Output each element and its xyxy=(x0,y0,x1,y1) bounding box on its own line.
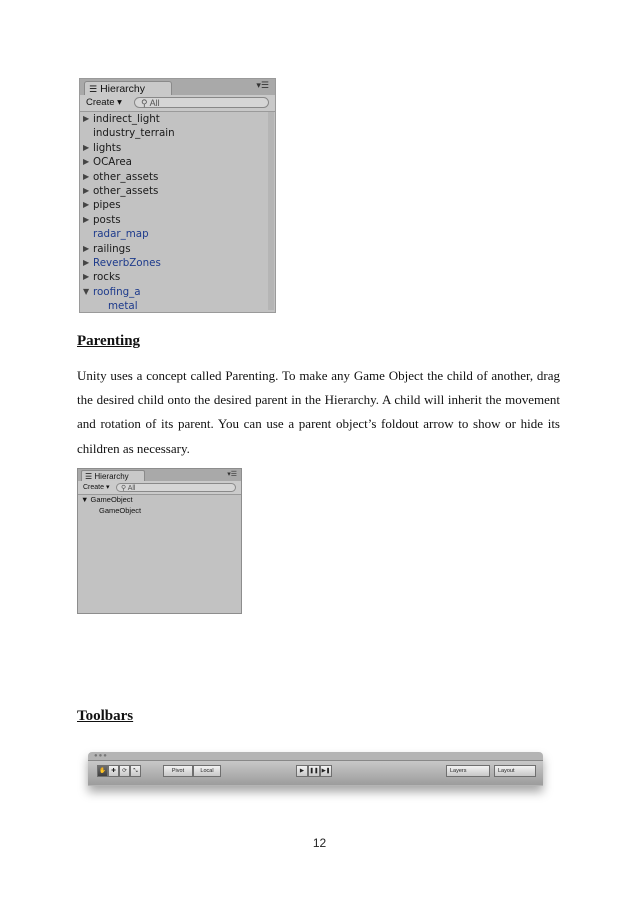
hierarchy-item[interactable] xyxy=(80,141,267,155)
foldout-arrow-icon[interactable]: ▶ xyxy=(83,114,90,123)
foldout-arrow-icon[interactable]: ▶ xyxy=(83,171,90,181)
hierarchy-item-label: GameObject xyxy=(90,495,133,504)
hierarchy-item-label: ReverbZones xyxy=(93,256,161,269)
local-label: Local xyxy=(200,768,214,774)
hierarchy-item-label: industry_terrain xyxy=(93,127,175,140)
hierarchy-item[interactable] xyxy=(80,126,267,140)
foldout-arrow-down-icon[interactable]: ▼ xyxy=(81,495,89,504)
hierarchy-item[interactable] xyxy=(80,213,267,227)
hierarchy-item-child[interactable] xyxy=(99,506,141,515)
hierarchy-list xyxy=(80,112,267,313)
pause-icon[interactable]: ❚❚ xyxy=(308,765,320,777)
play-icon[interactable]: ▶ xyxy=(296,765,308,777)
paragraph-line: the desired child onto the desired parent in the Hierarchy. A child will inherit the movement xyxy=(77,392,560,408)
hierarchy-item[interactable] xyxy=(80,170,267,184)
hierarchy-item[interactable] xyxy=(80,285,267,299)
hierarchy-item-label: indirect_light xyxy=(93,113,160,125)
layout-dropdown[interactable] xyxy=(494,765,536,777)
hierarchy-tab-title: Hierarchy xyxy=(100,83,146,95)
panel-menu-icon[interactable]: ▾☰ xyxy=(256,81,269,91)
local-button[interactable] xyxy=(193,765,221,777)
hierarchy-toolbar xyxy=(80,95,275,112)
hierarchy-item-label: metal xyxy=(108,300,138,313)
foldout-arrow-icon[interactable]: ▶ xyxy=(83,200,90,210)
foldout-arrow-icon[interactable]: ▶ xyxy=(83,272,90,282)
layers-dropdown[interactable] xyxy=(446,765,490,777)
parenting-paragraph xyxy=(77,364,560,461)
hierarchy-item-label: OCArea xyxy=(93,156,132,169)
hierarchy-panel-small xyxy=(77,468,242,614)
foldout-arrow-icon[interactable]: ▶ xyxy=(83,185,90,195)
create-dropdown[interactable]: Create ▾ xyxy=(86,97,122,108)
paragraph-line: children as necessary. xyxy=(77,440,190,456)
hierarchy-item[interactable] xyxy=(80,242,267,256)
hierarchy-tab-bar xyxy=(80,79,275,95)
hierarchy-item[interactable] xyxy=(80,299,267,313)
hierarchy-item-label: posts xyxy=(93,213,121,226)
search-placeholder: All xyxy=(127,485,136,492)
hierarchy-item-label: lights xyxy=(93,141,122,154)
pivot-button[interactable] xyxy=(163,765,193,777)
rotate-tool-icon[interactable]: ⟳ xyxy=(119,765,130,777)
scale-tool-icon[interactable]: ⤡ xyxy=(130,765,141,777)
hand-tool-icon[interactable]: ✋ xyxy=(97,765,108,777)
foldout-arrow-icon[interactable]: ▼ xyxy=(83,286,90,296)
foldout-arrow-icon[interactable]: ▶ xyxy=(83,214,90,224)
hierarchy-item-label: other_assets xyxy=(93,170,159,183)
hierarchy-item-label: railings xyxy=(93,242,131,255)
hierarchy-tab-title: Hierarchy xyxy=(94,472,129,481)
hierarchy-item[interactable] xyxy=(80,270,267,284)
paragraph-line: and rotation of its parent. You can use a parent object’s foldout arrow to show or hide its xyxy=(77,416,560,432)
toolbars-heading: Toolbars xyxy=(77,708,134,724)
hierarchy-item[interactable] xyxy=(80,256,267,270)
hierarchy-item[interactable] xyxy=(80,227,267,241)
hierarchy-item[interactable] xyxy=(80,184,267,198)
parenting-heading: Parenting xyxy=(77,333,141,349)
hierarchy-item[interactable] xyxy=(80,155,267,169)
hierarchy-item-label: radar_map xyxy=(93,228,149,241)
list-icon: ☰ xyxy=(85,472,95,481)
hierarchy-tab[interactable] xyxy=(84,81,172,96)
hierarchy-item-label: GameObject xyxy=(99,506,142,515)
hierarchy-item-label: rocks xyxy=(93,271,121,284)
hierarchy-item-parent[interactable] xyxy=(81,495,133,504)
step-icon[interactable]: ▶❚ xyxy=(320,765,332,777)
search-icon: ⚲ xyxy=(141,98,148,108)
pivot-label: Pivot xyxy=(171,768,185,774)
move-tool-icon[interactable]: ✚ xyxy=(108,765,119,777)
search-icon: ⚲ xyxy=(121,485,127,492)
foldout-arrow-icon[interactable]: ▶ xyxy=(83,243,90,253)
foldout-arrow-icon[interactable]: ▶ xyxy=(83,257,90,267)
search-placeholder: All xyxy=(149,98,160,108)
layout-label: Layout xyxy=(498,768,515,774)
hierarchy-toolbar xyxy=(78,481,241,495)
hierarchy-item-label: other_assets xyxy=(93,184,159,197)
hierarchy-item[interactable] xyxy=(80,112,267,126)
page-number: 12 xyxy=(312,836,327,850)
paragraph-line: Unity uses a concept called Parenting. To make any Game Object the child of another, drag xyxy=(77,368,560,383)
hierarchy-panel-large xyxy=(79,78,276,313)
search-field[interactable] xyxy=(116,483,236,492)
search-field[interactable] xyxy=(134,97,269,108)
hierarchy-item-label: roofing_a xyxy=(93,285,141,298)
hierarchy-item-label: pipes xyxy=(93,199,121,212)
scrollbar[interactable] xyxy=(268,112,274,310)
unity-toolbar xyxy=(88,752,543,802)
panel-menu-icon[interactable]: ▾☰ xyxy=(227,470,237,478)
hierarchy-item[interactable] xyxy=(80,198,267,212)
foldout-arrow-icon[interactable]: ▶ xyxy=(83,157,90,167)
list-icon: ☰ xyxy=(89,84,98,94)
foldout-arrow-icon[interactable]: ▶ xyxy=(83,142,90,152)
hierarchy-tab-bar xyxy=(78,469,241,481)
window-controls-icon[interactable]: ●●● xyxy=(94,753,108,759)
create-dropdown[interactable]: Create ▾ xyxy=(83,484,110,491)
layers-label: Layers xyxy=(450,768,467,774)
